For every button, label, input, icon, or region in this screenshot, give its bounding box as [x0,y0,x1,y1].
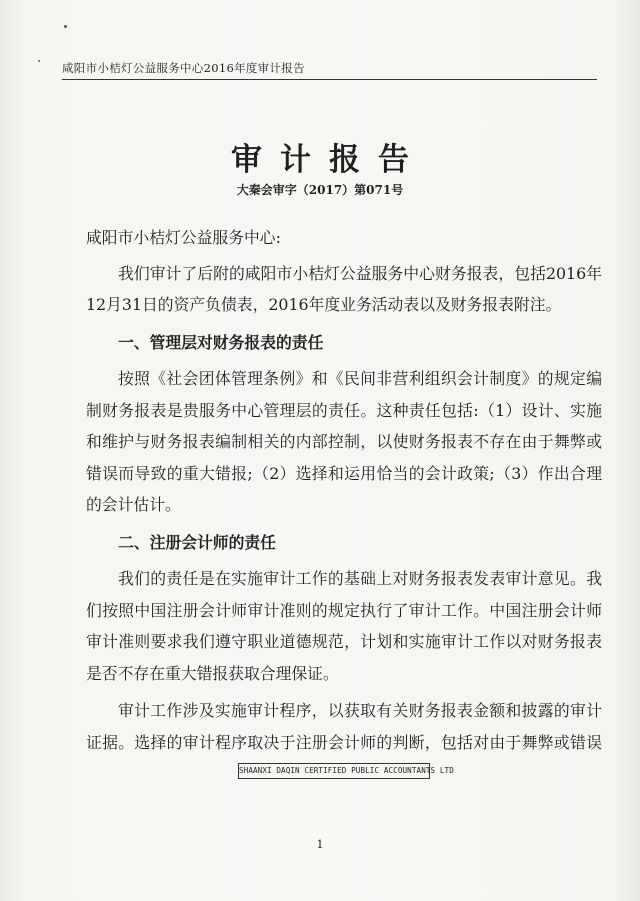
paragraph-line: 我们审计了后附的咸阳市小桔灯公益服务中心财务报表，包括2016年 [118,263,602,283]
paragraph-line: 是否不存在重大错报获取合理保证。 [86,663,339,683]
paragraph-line: 制财务报表是贵服务中心管理层的责任。这种责任包括:（1）设计、实施 [86,400,602,420]
paragraph-line: 我们的责任是在实施审计工作的基础上对财务报表发表审计意见。我 [118,569,602,588]
paragraph-line: 按照《社会团体管理条例》和《民间非营利组织会计制度》的规定编 [118,369,602,388]
paragraph-line: 审计工作涉及实施审计程序，以获取有关财务报表金额和披露的审计 [118,701,602,720]
salutation [86,222,602,254]
report-body [86,222,602,764]
paragraph-line: 和维护与财务报表编制相关的内部控制，以使财务报表不存在由于舞弊或 [86,432,602,451]
salutation-text: 咸阳市小桔灯公益服务中心: [86,228,281,247]
paragraph-line: 的会计估计。 [86,495,181,514]
reference-number: 大秦会审字（2017）第071号 [236,183,404,197]
management-responsibility-paragraph [86,363,602,521]
section-heading-management: 一、管理层对财务报表的责任 [118,332,324,352]
scan-speck [38,60,40,62]
paragraph-line: 们按照中国注册会计师审计准则的规定执行了审计工作。中国注册会计师 [86,600,602,620]
page-number: 1 [316,838,324,851]
scan-speck [64,25,67,28]
auditor-responsibility-paragraph [86,563,602,689]
section-heading-auditor: 二、注册会计师的责任 [118,532,276,552]
paragraph-line: 证据。选择的审计程序取决于注册会计师的判断，包括对由于舞弊或错误 [86,732,602,752]
paragraph-line: 错误而导致的重大错报;（2）选择和运用恰当的会计政策;（3）作出合理 [86,463,602,483]
paragraph-line: 12月31日的资产负债表，2016年度业务活动表以及财务报表附注。 [86,295,562,314]
running-header: 咸阳市小桔灯公益服务中心2016年度审计报告 [62,60,597,80]
firm-name-footer: SHAANXI DAQIN CERTIFIED PUBLIC ACCOUNTANTS LTD [238,763,430,779]
report-title: 审计报告 [231,142,427,178]
audit-procedures-paragraph [86,695,602,758]
paragraph-line: 审计准则要求我们遵守职业道德规范，计划和实施审计工作以对财务报表 [86,632,602,651]
intro-paragraph [86,258,602,321]
